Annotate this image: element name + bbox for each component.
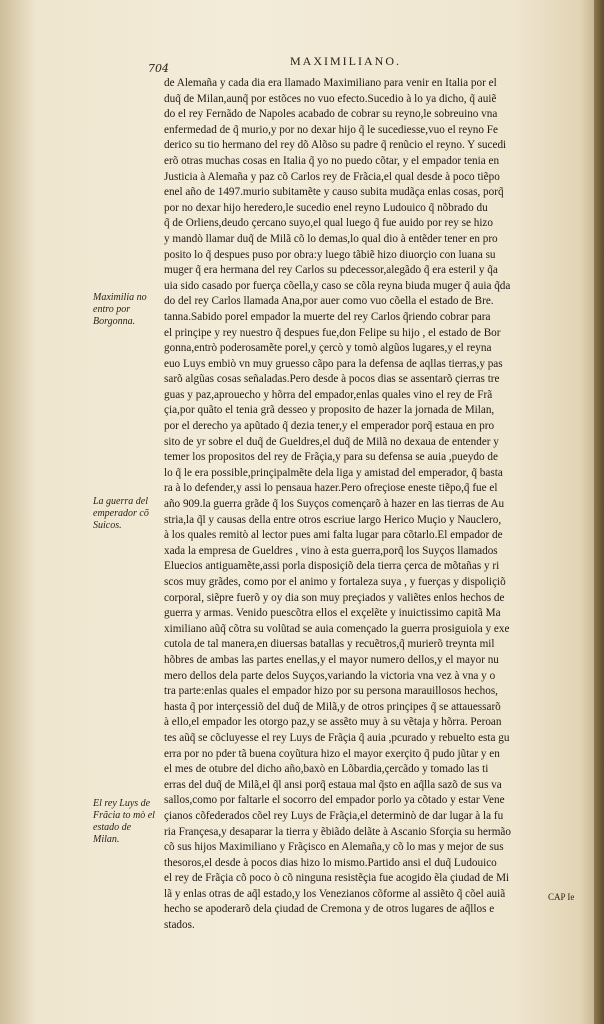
text-line: sito de yr sobre el duq̃ de Gueldres,el duq̃ de Milã no dexaua de entender y: [164, 435, 499, 448]
text-line: lo q̃ le era possible,prinçipalmẽte dela liga y amistad del emperador, q̃ basta: [164, 466, 503, 479]
text-line: posito lo q̃ despues puso por obra:y luego tãbiẽ hizo diuorçio con luana su: [164, 248, 496, 261]
text-line: por no dexar hijo heredero,le sucedio enel reyno Ludouico q̃ nõbrado du: [164, 201, 488, 214]
text-line: Justicia à Alemaña y paz cõ Carlos rey de Frãcia,el qual desde à poco tiẽpo: [164, 170, 500, 183]
text-line: enel año de 1497.murio subitamẽte y causo subita mudãça enlas cosas, porq̃: [164, 186, 504, 199]
text-line: erras del duq̃ de Milã,el q̃l ansi porq̃ estaua mal q̃sto en aq̃lla sazõ de sus va: [164, 778, 502, 791]
text-line: duq̃ de Milan,aunq̃ por estõces no vuo efecto.Sucedio à lo ya dicho, q̃ auiẽ: [164, 92, 497, 105]
text-line: scos muy grãdes, como por el animo y fortaleza suya , y fuerças y dispoliçiõ: [164, 576, 506, 588]
text-line: çianos cõfederados cõel rey Luys de Frãçia,el determinò de dar lugar à la fu: [164, 809, 504, 822]
text-line: euo Luys embiò vn muy gruesso cãpo para la defensa de aqllas tierras,y pas: [164, 357, 503, 370]
text-line: mero dellos dela parte delos Suyços,variando la victoria vna vez à vna y o: [164, 669, 496, 682]
text-line: lã y enlas otras de aq̃l estado,y los Venezianos cõforme al assiẽto q̃ cõel auiã: [164, 887, 506, 900]
text-line: cõ sus hijos Maximiliano y Frãçisco en Alemaña,y cõ lo mas y mejor de sus: [164, 841, 504, 854]
running-head: MAXIMILIANO.: [290, 54, 401, 68]
text-line: año 909.la guerra grãde q̃ los Suyços començarõ à hazer en las tierras de Au: [164, 498, 505, 511]
text-line: q̃ de Orliens,deudo çercano suyo,el qual luego q̃ fue auido por rey se hizo: [164, 217, 493, 230]
text-line: hecho se apoderarõ dela çiudad de Cremona y de otros lugares de aq̃llos e: [164, 903, 495, 916]
text-line: derico su tio hermano del rey dõ Alõso su padre q̃ renũcio el reyno. Y sucedi: [164, 139, 507, 152]
text-line: guerra y armas. Venido puescõtra ellos el exçelẽte y inuictissimo capitã Ma: [164, 607, 501, 620]
text-line: stria,la q̃l y causas della entre otros escriue largo Herico Muçio y Nauclero,: [164, 513, 502, 526]
text-line: de Alemaña y cada dia era llamado Maximiliano para venir en Italia por el: [164, 77, 497, 89]
catchword: CAP Ie: [548, 892, 575, 902]
text-line: ximiliano aũq̃ cõtra su volũtad se auia començado la guerra prosiguiola y exe: [164, 622, 510, 635]
text-line: Eluecios antiguamẽte,assi porla disposiçiõ dela tierra çerca de mõtañas y ri: [164, 560, 500, 573]
text-line: tra parte:enlas quales el empador hizo por su persona marauillosos hechos,: [164, 685, 498, 698]
text-line: thesoros,el desde à pocos dias hizo lo mismo.Partido ansi el duq̃ Ludouico: [164, 856, 497, 869]
text-line: gonna,entrò poderosamẽte porel,y çercò y tomò algũos lugares,y el reyna: [164, 342, 492, 355]
text-line: do el rey Fernãdo de Napoles acabado de cobrar su reyno,le sobreuino vna: [164, 108, 498, 121]
text-line: çia,por quãto el tenia grã desseo y proposito de hazer la jornada de Milan,: [164, 404, 495, 417]
text-line: el prinçipe y rey nuestro q̃ despues fue,don Felipe su hijo , el estado de Bor: [164, 326, 501, 339]
body-text: [164, 76, 570, 934]
text-line: hasta q̃ por interçessiõ del duq̃ de Milã,y de otros prinçipes q̃ se attauessarõ: [164, 700, 501, 713]
text-line: erõ otras muchas cosas en Italia q̃ yo no puedo cõtar, y el empador tenia en: [164, 154, 500, 167]
margin-note: Maximilia no entro por Borgonna.: [93, 292, 147, 327]
margin-note: La guerra del emperador cõ Suicos.: [93, 496, 149, 531]
text-line: el mes de otubre del dicho año,baxò en Lõbardia,çercãdo y tomado las ti: [164, 763, 489, 776]
text-line: à los quales remitò al lector pues ami falta lugar para cõtarlo.El empador de: [164, 529, 503, 542]
text-line: uia sido casado por fuerça cõella,y caso se cõla reyna biuda muger q̃ auia q̃da: [164, 279, 511, 292]
text-line: ria Françesa,y desaparar la tierra y ẽbiãdo delãte à Ascanio Sforçia su hermão: [164, 825, 511, 838]
text-line: stados.: [164, 919, 195, 932]
text-line: enfermedad de q̃ murio,y por no dexar hijo q̃ le sucediesse,vuo el reyno Fe: [164, 123, 498, 136]
text-line: hõbres de ambas las partes enellas,y el mayor numero dellos,y el mayor nu: [164, 653, 499, 666]
text-line: sallos,como por faltarle el socorro del empador porlo ya cõtado y estar Vene: [164, 794, 505, 807]
text-line: sarõ algũas cosas señaladas.Pero desde à pocos dias se assentarõ çierras tre: [164, 373, 500, 386]
text-line: cutola de tal manera,en diuersas batallas y recuẽtros,q̃ murierõ treynta mil: [164, 638, 495, 651]
text-line: y mandò llamar duq̃ de Milã cõ lo demas,lo qual dio à entẽder tener en pro: [164, 232, 498, 245]
text-line: xada la empresa de Gueldres , vino à esta guerra,porq̃ los Suyços llamados: [164, 544, 498, 557]
text-line: à ello,el empador les otorgo paz,y se assẽto muy à su vẽtaja y hõrra. Peroan: [164, 716, 502, 729]
text-line: do del rey Carlos llamada Ana,por auer como vuo cõella el estado de Bre.: [164, 295, 494, 308]
margin-note: El rey Luys de Frãcia to mò el estado de Milan.: [93, 798, 155, 845]
text-line: erra por no pder tã buena coyũtura hizo el mayor exerçito q̃ pudo jũtar y en: [164, 747, 500, 760]
text-line: temer los propositos del rey de Frãçia,y para su defensa se auia ,pueydo de: [164, 451, 498, 464]
page-number: 704: [148, 62, 169, 75]
text-line: ra à lo defender,y assi lo pensaua hazer.Pero ofreçiose eneste tiẽpo,q̃ fue el: [164, 482, 498, 495]
text-line: tes aũq̃ se cõcluyesse el rey Luys de Frãçia q̃ auia ,pcurado y rebuelto esta gu: [164, 731, 510, 744]
text-line: muger q̃ era hermana del rey Carlos su pdecessor,alegãdo q̃ era esteril y q̃a: [164, 264, 498, 277]
text-line: corporal, siẽpre fuerõ y oy dia son muy preçiados y valiẽtes enlos hechos de: [164, 591, 505, 604]
text-line: tanna.Sabido porel empador la muerte del rey Carlos q̃riendo cobrar para: [164, 310, 491, 323]
text-line: por el derecho ya apũtado q̃ dezia tener,y el emperador porq̃ estaua en pro: [164, 420, 495, 433]
text-line: el rey de Frãçia cõ poco ò cõ ninguna resistẽçia fue acogido ẽla çiudad de Mi: [164, 872, 510, 885]
text-line: guas y paz,aprouecho y hõrra del empador,enlas quales vino el rey de Frã: [164, 388, 493, 401]
page-edge: [594, 0, 604, 1024]
